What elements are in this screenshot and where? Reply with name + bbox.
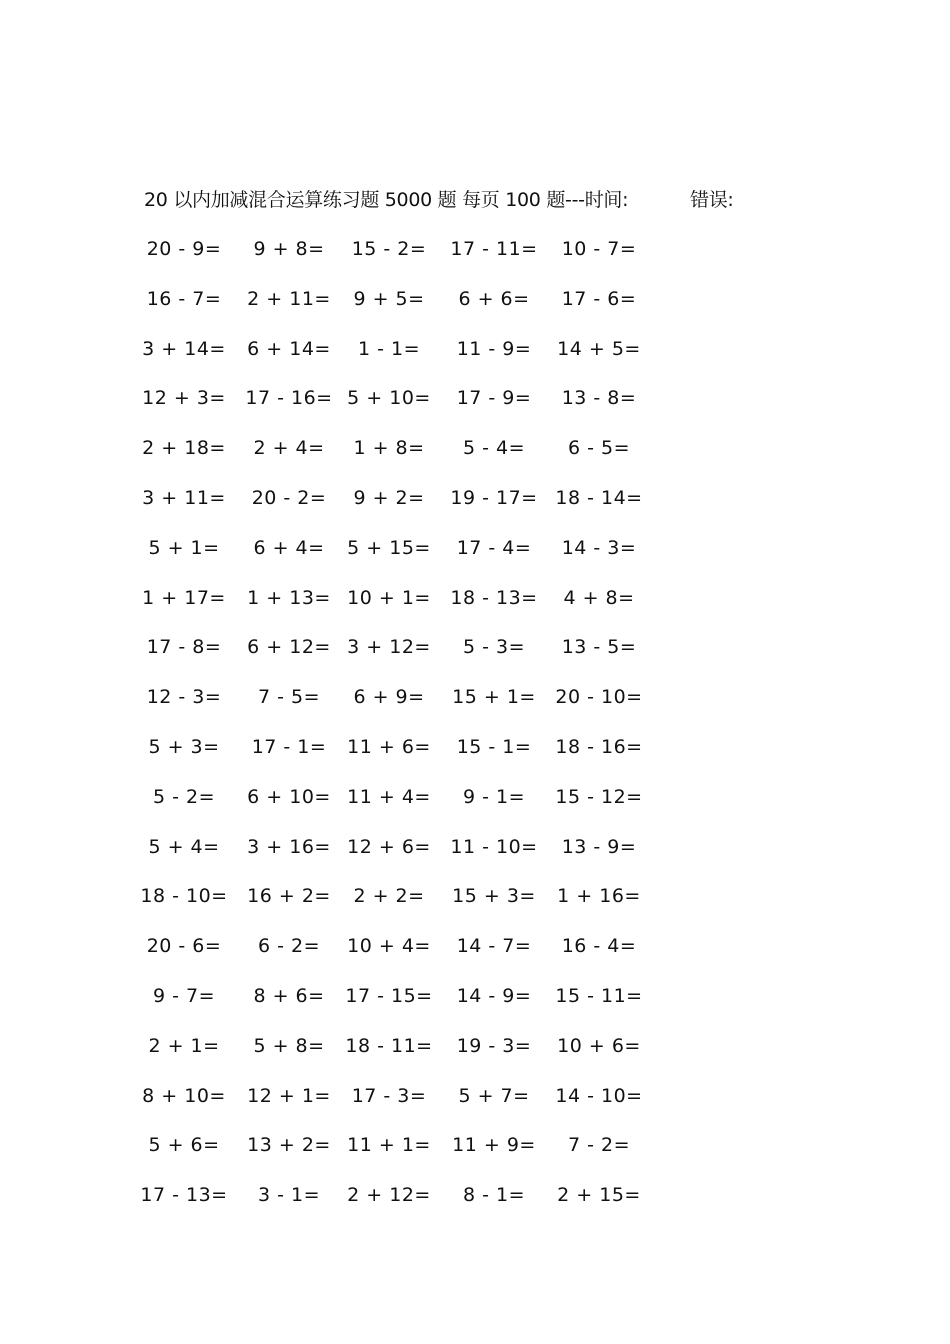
problem-item: 17 - 6= — [561, 288, 637, 310]
problem-row — [0, 1131, 950, 1161]
problem-item: 14 - 9= — [456, 985, 532, 1007]
problem-row — [0, 484, 950, 514]
problem-item: 6 + 9= — [353, 686, 425, 708]
problem-item: 11 - 10= — [450, 836, 538, 858]
problem-item: 11 + 6= — [347, 736, 431, 758]
problem-item: 16 + 2= — [247, 885, 331, 907]
problem-item: 20 - 2= — [251, 487, 327, 509]
problem-item: 9 + 2= — [353, 487, 425, 509]
problem-item: 6 + 10= — [247, 786, 331, 808]
problem-row — [0, 1082, 950, 1112]
problem-item: 9 + 5= — [353, 288, 425, 310]
problem-row — [0, 633, 950, 663]
problem-row — [0, 683, 950, 713]
problem-item: 11 - 9= — [456, 338, 532, 360]
problem-item: 6 + 6= — [458, 288, 530, 310]
problem-item: 15 - 12= — [555, 786, 643, 808]
problem-row — [0, 235, 950, 265]
problem-item: 2 + 18= — [142, 437, 226, 459]
problem-row — [0, 833, 950, 863]
problem-row — [0, 534, 950, 564]
problem-item: 16 - 4= — [561, 935, 637, 957]
problem-item: 20 - 6= — [146, 935, 222, 957]
problem-row — [0, 434, 950, 464]
problem-item: 12 + 1= — [247, 1085, 331, 1107]
problem-item: 2 + 12= — [347, 1184, 431, 1206]
problem-item: 6 + 4= — [253, 537, 325, 559]
problem-item: 3 + 14= — [142, 338, 226, 360]
problem-item: 1 + 17= — [142, 587, 226, 609]
problem-item: 14 - 10= — [555, 1085, 643, 1107]
problem-item: 2 + 1= — [148, 1035, 220, 1057]
problem-item: 5 + 15= — [347, 537, 431, 559]
problem-row — [0, 584, 950, 614]
problem-item: 1 + 13= — [247, 587, 331, 609]
problem-item: 3 + 11= — [142, 487, 226, 509]
problem-item: 5 + 7= — [458, 1085, 530, 1107]
problem-item: 6 + 12= — [247, 636, 331, 658]
problem-item: 17 - 1= — [251, 736, 327, 758]
problem-item: 5 + 6= — [148, 1134, 220, 1156]
problem-item: 13 - 8= — [561, 387, 637, 409]
problem-item: 11 + 9= — [452, 1134, 536, 1156]
problem-item: 5 - 4= — [462, 437, 526, 459]
problem-item: 3 + 12= — [347, 636, 431, 658]
problem-item: 18 - 13= — [450, 587, 538, 609]
problem-item: 15 + 1= — [452, 686, 536, 708]
problem-item: 18 - 14= — [555, 487, 643, 509]
problem-item: 10 + 6= — [557, 1035, 641, 1057]
problem-item: 10 + 4= — [347, 935, 431, 957]
problem-item: 17 - 15= — [345, 985, 433, 1007]
problem-item: 13 + 2= — [247, 1134, 331, 1156]
problem-item: 1 + 16= — [557, 885, 641, 907]
problem-item: 18 - 16= — [555, 736, 643, 758]
problem-item: 8 + 10= — [142, 1085, 226, 1107]
problem-item: 17 - 13= — [140, 1184, 228, 1206]
problem-row — [0, 335, 950, 365]
problem-row — [0, 882, 950, 912]
problem-item: 2 + 4= — [253, 437, 325, 459]
problem-item: 15 - 2= — [351, 238, 427, 260]
problem-item: 6 + 14= — [247, 338, 331, 360]
problem-item: 15 - 11= — [555, 985, 643, 1007]
problem-row — [0, 982, 950, 1012]
problem-item: 2 + 11= — [247, 288, 331, 310]
problem-item: 14 + 5= — [557, 338, 641, 360]
problem-item: 2 + 15= — [557, 1184, 641, 1206]
problem-row — [0, 932, 950, 962]
problem-row — [0, 384, 950, 414]
problem-item: 9 + 8= — [253, 238, 325, 260]
problem-item: 8 - 1= — [462, 1184, 526, 1206]
problem-item: 13 - 5= — [561, 636, 637, 658]
problem-item: 1 - 1= — [357, 338, 421, 360]
problem-item: 18 - 11= — [345, 1035, 433, 1057]
problem-item: 8 + 6= — [253, 985, 325, 1007]
problem-row — [0, 783, 950, 813]
problem-row — [0, 733, 950, 763]
worksheet-header — [144, 186, 734, 214]
problem-item: 5 + 8= — [253, 1035, 325, 1057]
problem-item: 12 - 3= — [146, 686, 222, 708]
problem-item: 20 - 10= — [555, 686, 643, 708]
problem-item: 4 + 8= — [563, 587, 635, 609]
problem-item: 18 - 10= — [140, 885, 228, 907]
problem-item: 16 - 7= — [146, 288, 222, 310]
problem-item: 14 - 3= — [561, 537, 637, 559]
problem-item: 19 - 17= — [450, 487, 538, 509]
problem-item: 17 - 9= — [456, 387, 532, 409]
problem-item: 13 - 9= — [561, 836, 637, 858]
problem-item: 5 - 3= — [462, 636, 526, 658]
problem-row — [0, 285, 950, 315]
problem-item: 15 + 3= — [452, 885, 536, 907]
problem-item: 12 + 6= — [347, 836, 431, 858]
problem-row — [0, 1181, 950, 1211]
problem-item: 11 + 1= — [347, 1134, 431, 1156]
problem-row — [0, 1032, 950, 1062]
problem-item: 15 - 1= — [456, 736, 532, 758]
problem-item: 17 - 3= — [351, 1085, 427, 1107]
problem-item: 14 - 7= — [456, 935, 532, 957]
error-count-label: 错误: — [690, 189, 734, 211]
problem-item: 17 - 8= — [146, 636, 222, 658]
problem-item: 3 - 1= — [257, 1184, 321, 1206]
problem-item: 17 - 11= — [450, 238, 538, 260]
problem-item: 9 - 1= — [462, 786, 526, 808]
problem-item: 5 + 10= — [347, 387, 431, 409]
problem-item: 5 + 1= — [148, 537, 220, 559]
problem-item: 10 + 1= — [347, 587, 431, 609]
problem-item: 5 + 3= — [148, 736, 220, 758]
problem-item: 6 - 5= — [567, 437, 631, 459]
problem-item: 19 - 3= — [456, 1035, 532, 1057]
problem-item: 6 - 2= — [257, 935, 321, 957]
problem-item: 1 + 8= — [353, 437, 425, 459]
problem-item: 12 + 3= — [142, 387, 226, 409]
worksheet-title: 20 以内加减混合运算练习题 5000 题 每页 100 题---时间: — [144, 189, 629, 211]
problem-item: 11 + 4= — [347, 786, 431, 808]
problem-item: 17 - 4= — [456, 537, 532, 559]
problem-item: 20 - 9= — [146, 238, 222, 260]
problem-item: 5 + 4= — [148, 836, 220, 858]
problem-item: 7 - 5= — [257, 686, 321, 708]
problem-item: 7 - 2= — [567, 1134, 631, 1156]
problem-item: 5 - 2= — [152, 786, 216, 808]
problem-item: 3 + 16= — [247, 836, 331, 858]
problem-item: 9 - 7= — [152, 985, 216, 1007]
problem-item: 17 - 16= — [245, 387, 333, 409]
problem-item: 2 + 2= — [353, 885, 425, 907]
problem-item: 10 - 7= — [561, 238, 637, 260]
